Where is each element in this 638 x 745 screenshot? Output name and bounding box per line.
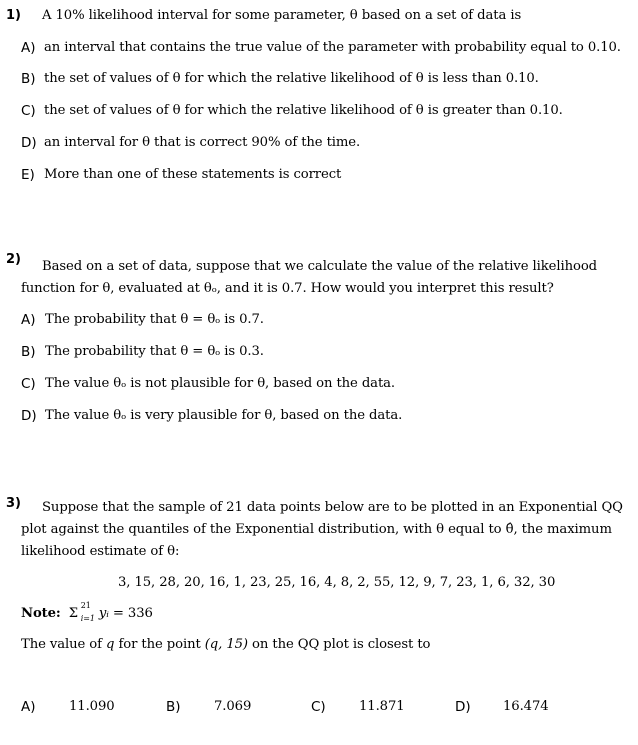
summation-symbol: Σ xyxy=(68,606,79,621)
q3-option-c-letter: C) xyxy=(311,699,326,715)
q3-option-c-value: 11.871 xyxy=(359,699,405,714)
q2-option-a-text: The probability that θ = θₒ is 0.7. xyxy=(45,312,264,327)
question-3-prompt xyxy=(21,637,430,652)
prompt-point: (q, 15) xyxy=(204,637,248,652)
prompt-suffix: on the QQ plot is closest to xyxy=(247,637,431,652)
q2-option-d-letter: D) xyxy=(21,408,37,424)
question-2-stem-line-1: Based on a set of data, suppose that we calculate the value of the relative likelihood xyxy=(42,259,598,274)
question-3-stem-line-2: plot against the quantiles of the Exponential distribution, with θ equal to θ̂, the maximum xyxy=(21,522,612,537)
summation-upper-limit: 21 xyxy=(80,601,91,610)
question-3-stem-line-3: likelihood estimate of θ: xyxy=(21,544,180,559)
question-3-data-values: 3, 15, 28, 20, 16, 1, 23, 25, 16, 4, 8, 2, 55, 12, 9, 7, 23, 1, 6, 32, 30 xyxy=(118,575,556,590)
summation-term: yᵢ xyxy=(98,606,109,621)
q3-option-b-value: 7.069 xyxy=(214,699,252,714)
q1-option-e-text: More than one of these statements is correct xyxy=(44,167,342,182)
note-label: Note: xyxy=(21,606,61,621)
prompt-mid: for the point xyxy=(114,637,205,652)
q2-option-c-text: The value θₒ is not plausible for θ, based on the data. xyxy=(45,376,395,391)
q3-option-d-letter: D) xyxy=(455,699,471,715)
q1-option-c-text: the set of values of θ for which the relative likelihood of θ is greater than 0.10. xyxy=(44,103,563,118)
q3-option-a-value: 11.090 xyxy=(69,699,115,714)
question-3-note xyxy=(21,601,153,623)
prompt-prefix: The value of xyxy=(21,637,107,652)
q1-option-a-letter: A) xyxy=(21,40,36,56)
q2-option-b-letter: B) xyxy=(21,344,36,360)
summation-result: = 336 xyxy=(112,606,153,621)
q1-option-d-letter: D) xyxy=(21,135,37,151)
prompt-variable-q: q xyxy=(106,637,115,652)
summation-expression xyxy=(68,601,95,623)
q2-option-a-letter: A) xyxy=(21,312,36,328)
question-1-number: 1) xyxy=(6,8,21,23)
q1-option-e-letter: E) xyxy=(21,167,35,183)
summation-lower-limit: i=1 xyxy=(80,614,95,623)
q3-option-a-letter: A) xyxy=(21,699,36,715)
q3-option-d-value: 16.474 xyxy=(503,699,549,714)
question-3-stem-line-1: Suppose that the sample of 21 data points below are to be plotted in an Exponential QQ xyxy=(42,500,623,515)
q1-option-d-text: an interval for θ that is correct 90% of the time. xyxy=(44,135,361,150)
question-1-stem: A 10% likelihood interval for some parameter, θ based on a set of data is xyxy=(42,8,522,23)
q1-option-b-letter: B) xyxy=(21,71,36,87)
question-3-number: 3) xyxy=(6,496,21,511)
q2-option-c-letter: C) xyxy=(21,376,36,392)
q1-option-a-text: an interval that contains the true value of the parameter with probability equal to 0.10. xyxy=(44,40,621,55)
q2-option-d-text: The value θₒ is very plausible for θ, based on the data. xyxy=(45,408,403,423)
question-2-stem-line-2: function for θ, evaluated at θₒ, and it is 0.7. How would you interpret this result? xyxy=(21,281,554,296)
q1-option-b-text: the set of values of θ for which the relative likelihood of θ is less than 0.10. xyxy=(44,71,539,86)
q2-option-b-text: The probability that θ = θₒ is 0.3. xyxy=(45,344,264,359)
question-2-number: 2) xyxy=(6,252,21,267)
q1-option-c-letter: C) xyxy=(21,103,36,119)
q3-option-b-letter: B) xyxy=(166,699,181,715)
